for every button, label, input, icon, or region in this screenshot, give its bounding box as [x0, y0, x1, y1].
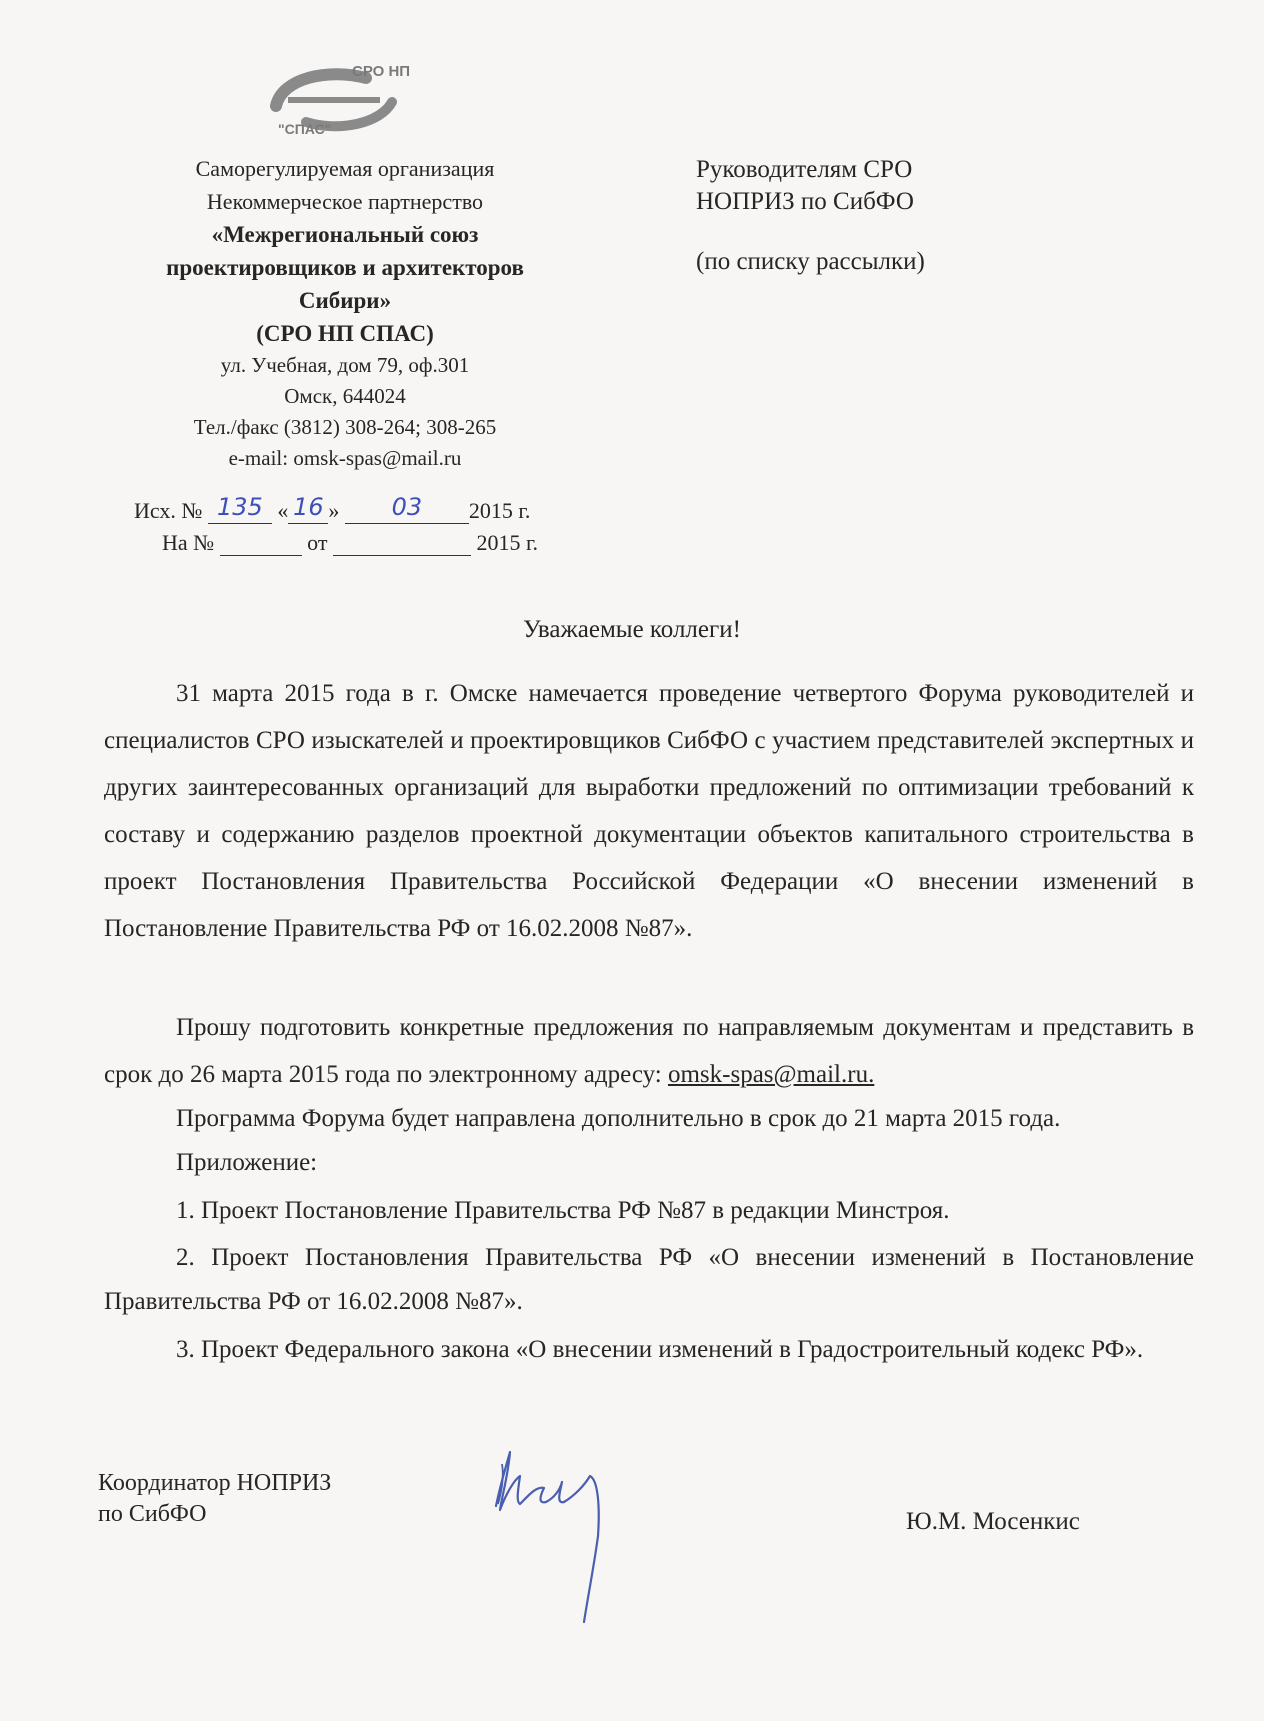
attachment-item-1: 1. Проект Постановление Правительства РФ №87 в редакции Минстроя. — [176, 1197, 950, 1224]
sender-address: ул. Учебная, дом 79, оф.301 — [220, 353, 470, 377]
outgoing-reference: Исх. № 135 « 16 » 03 2015 г. — [134, 493, 531, 523]
paragraph-1: 31 марта 2015 года в г. Омске намечается проведение четвертого Форума руководителей и специалистов СРО изыскателей и проектировщиков СибФО с участием представителей экспертных и других заинтересованных организаций для выработки предложений по оптимизации требований к составу и содержанию разделов проектной документации объектов капитального строительства в проект Постановления Правительства Российской Федерации «О внесении изменений в Постановление Правительства РФ от 16.02.2008 №87». — [104, 680, 1194, 942]
in-number-field — [220, 535, 302, 556]
out-prefix: Исх. № — [134, 498, 203, 523]
recipient-line3: (по списку рассылки) — [696, 248, 925, 275]
organization-logo — [268, 62, 418, 138]
in-prefix: На № — [162, 530, 215, 555]
signer-title-1: Координатор НОПРИЗ — [98, 1470, 332, 1496]
out-month: 03 — [391, 493, 423, 521]
attachment-item-2: 2. Проект Постановления Правительства РФ «О внесении изменений в Постановление Правительства РФ от 16.02.2008 №87». — [104, 1244, 1194, 1315]
incoming-reference — [162, 530, 538, 556]
logo-text-top: СРО НП — [352, 63, 411, 80]
out-day: 16 — [293, 493, 324, 521]
sender-email: e-mail: omsk-spas@mail.ru — [228, 446, 462, 470]
signer-title-2: по СибФО — [98, 1501, 207, 1527]
paragraph-2 — [104, 1004, 1194, 1098]
recipient-line2: НОПРИЗ по СибФО — [696, 188, 914, 215]
attachments-label: Приложение: — [176, 1149, 318, 1176]
attachments-block — [104, 1098, 1194, 1372]
sender-name-3: Сибири» — [298, 288, 392, 313]
spas-logo-icon — [268, 62, 418, 138]
signature — [488, 1446, 618, 1626]
sender-phone: Тел./факс (3812) 308-264; 308-265 — [193, 415, 497, 439]
sender-line2: Некоммерческое партнерство — [206, 189, 484, 214]
email-link[interactable]: omsk-spas@mail.ru. — [667, 1061, 875, 1088]
recipient-line1: Руководителям СРО — [696, 156, 913, 183]
signer-name: Ю.М. Мосенкис — [906, 1508, 1080, 1535]
out-number-field — [208, 493, 272, 524]
out-number: 135 — [216, 493, 263, 521]
sender-city: Омск, 644024 — [284, 384, 406, 408]
sender-line1: Саморегулируемая организация — [195, 156, 495, 181]
attachment-item-3: 3. Проект Федерального закона «О внесении изменений в Градостроительный кодекс РФ». — [176, 1336, 1144, 1363]
sender-block — [130, 152, 560, 474]
paragraph-3: Программа Форума будет направлена дополнительно в срок до 21 марта 2015 года. — [176, 1105, 1061, 1132]
recipient-block — [696, 154, 925, 278]
in-from: от — [307, 530, 328, 555]
signer-title — [98, 1468, 331, 1530]
in-date-field — [333, 535, 471, 556]
paragraph-1-block — [104, 670, 1194, 952]
paragraph-2-block — [104, 1004, 1194, 1098]
sender-name-1: «Межрегиональный союз — [211, 222, 479, 247]
sender-short-name: (СРО НП СПАС) — [256, 321, 434, 346]
paragraph-2-text: Прошу подготовить конкретные предложения по направляемым документам и представить в срок до 26 марта 2015 года по электронному адресу: — [104, 1014, 1194, 1088]
out-month-field — [345, 493, 469, 524]
sender-name-2: проектировщиков и архитекторов — [166, 255, 524, 280]
greeting: Уважаемые коллеги! — [523, 616, 741, 643]
signature-icon — [488, 1446, 618, 1626]
in-year: 2015 г. — [476, 530, 539, 555]
out-day-field — [288, 493, 328, 524]
out-year: 2015 г. — [468, 498, 531, 523]
logo-text-bottom: "СПАС" — [278, 121, 332, 137]
